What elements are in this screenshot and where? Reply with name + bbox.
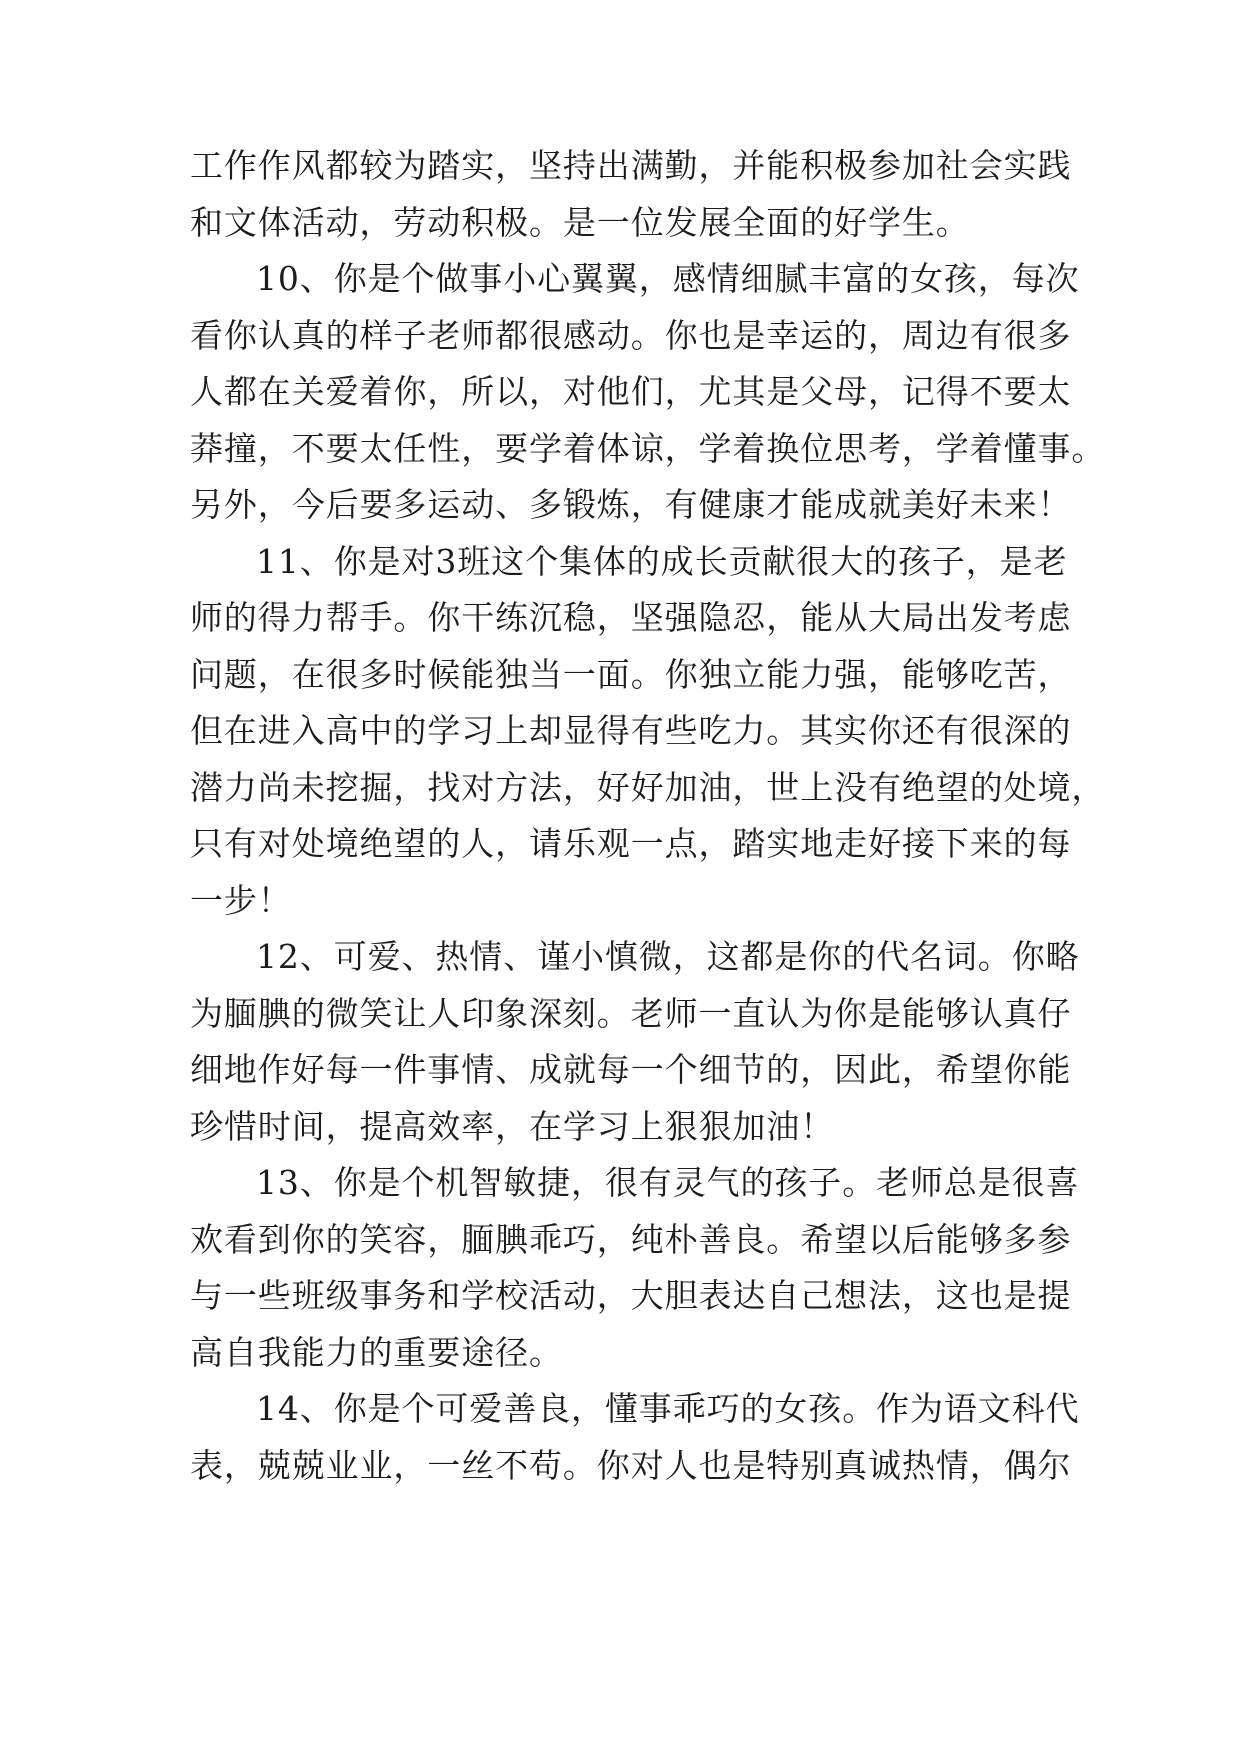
text-line: 细地作好每一件事情、成就每一个细节的，因此，希望你能	[190, 1050, 1072, 1089]
text-line: 工作作风都较为踏实，坚持出满勤，并能积极参加社会实践	[190, 146, 1072, 185]
text-line: 欢看到你的笑容，腼腆乖巧，纯朴善良。希望以后能够多参	[190, 1220, 1072, 1259]
text-line: 珍惜时间，提高效率，在学习上狠狠加油！	[190, 1107, 835, 1146]
paragraph-start-line: 13、你是个机智敏捷，很有灵气的孩子。老师总是很喜	[256, 1163, 1080, 1202]
text-line: 问题，在很多时候能独当一面。你独立能力强，能够吃苦，	[190, 655, 1072, 694]
text-line: 看你认真的样子老师都很感动。你也是幸运的，周边有很多	[190, 316, 1072, 355]
text-line: 表，兢兢业业，一丝不苟。你对人也是特别真诚热情，偶尔	[190, 1446, 1072, 1485]
text-line: 为腼腆的微笑让人印象深刻。老师一直认为你是能够认真仔	[190, 994, 1072, 1033]
paragraph-start-line: 10、你是个做事小心翼翼，感情细腻丰富的女孩，每次	[256, 259, 1080, 298]
text-line: 与一些班级事务和学校活动，大胆表达自己想法，这也是提	[190, 1276, 1072, 1315]
paragraph-start-line: 14、你是个可爱善良，懂事乖巧的女孩。作为语文科代	[256, 1389, 1080, 1428]
text-line: 一步！	[190, 881, 292, 920]
text-line: 和文体活动，劳动积极。是一位发展全面的好学生。	[190, 203, 970, 242]
text-line: 师的得力帮手。你干练沉稳，坚强隐忍，能从大局出发考虑	[190, 598, 1072, 637]
text-line: 高自我能力的重要途径。	[190, 1333, 563, 1372]
paragraph-start-line: 11、你是对3班这个集体的成长贡献很大的孩子，是老	[256, 542, 1068, 581]
text-line: 莽撞，不要太任性，要学着体谅，学着换位思考，学着懂事。	[190, 429, 1106, 468]
text-line: 另外，今后要多运动、多锻炼，有健康才能成就美好未来！	[190, 485, 1072, 524]
text-line: 人都在关爱着你，所以，对他们，尤其是父母，记得不要太	[190, 372, 1072, 411]
text-line: 只有对处境绝望的人，请乐观一点，踏实地走好接下来的每	[190, 824, 1072, 863]
text-line: 潜力尚未挖掘，找对方法，好好加油，世上没有绝望的处境，	[190, 768, 1106, 807]
paragraph-start-line: 12、可爱、热情、谨小慎微，这都是你的代名词。你略	[256, 937, 1080, 976]
text-line: 但在进入高中的学习上却显得有些吃力。其实你还有很深的	[190, 711, 1072, 750]
